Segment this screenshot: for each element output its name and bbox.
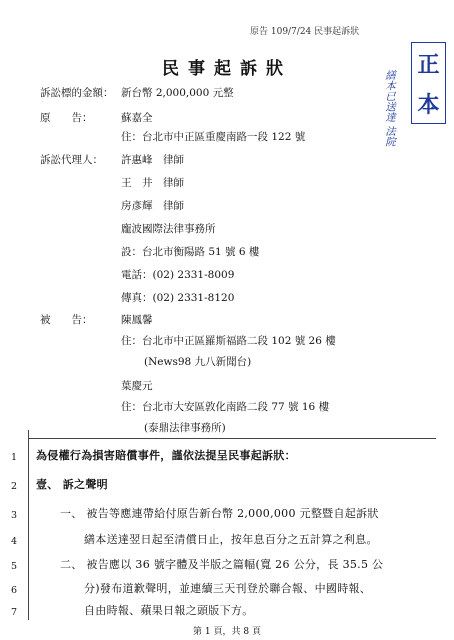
defendant-2-note: (泰鼎法律事務所) — [144, 422, 226, 434]
claim-label: 訴訟標的金額： — [40, 87, 114, 99]
stamp-char-1: 正 — [417, 51, 440, 78]
counsel-lawyer-3: 房彥輝 律師 — [121, 200, 184, 212]
counsel-label: 訴訟代理人： — [40, 154, 103, 166]
plaintiff-name: 蘇嘉全 — [121, 112, 153, 124]
line-number: 7 — [10, 607, 18, 618]
body-line-1: 為侵權行為損害賠償事件，謹依法提呈民事起訴狀： — [36, 449, 296, 462]
counsel-lawyer-1: 許惠峰 律師 — [121, 154, 184, 166]
defendant-label: 被 告： — [40, 314, 93, 326]
line-number: 1 — [10, 452, 18, 463]
body-line-4: 繕本送達翌日起至清償日止，按年息百分之五計算之利息。 — [84, 533, 378, 546]
page-footer: 第 1 頁，共 8 頁 — [193, 627, 261, 637]
body-line-3: 一、 被告等應連帶給付原告新台幣 2,000,000 元整暨自起訴狀 — [60, 507, 379, 520]
page-title: 民事起訴狀 — [162, 59, 292, 79]
defendant-1-name: 陳鳳馨 — [121, 314, 153, 326]
counsel-fax: 傳真：(02) 2331-8120 — [121, 292, 235, 304]
handwritten-note: 繕本已送達 法院 — [384, 70, 396, 147]
defendant-2-name: 葉慶元 — [121, 380, 153, 392]
counsel-firm: 龐波國際法律事務所 — [121, 223, 216, 235]
counsel-address: 設：台北市衡陽路 51 號 6 樓 — [121, 246, 260, 258]
body-line-7: 自由時報、蘋果日報之頭版下方。 — [84, 604, 254, 617]
counsel-phone: 電話：(02) 2331-8009 — [121, 269, 235, 281]
stamp-char-2: 本 — [417, 91, 440, 118]
line-number: 5 — [10, 561, 18, 572]
body-line-5: 二、 被告應以 36 號字體及半版之篇幅(寬 26 公分，長 35.5 公 — [60, 558, 384, 571]
counsel-lawyer-2: 王 井 律師 — [121, 177, 184, 189]
line-number: 3 — [10, 510, 18, 521]
document-reference: 原告 109/7/24 民事起訴狀 — [250, 27, 360, 37]
body-line-6: 分)發布道歉聲明，並連續三天刊登於聯合報、中國時報、 — [84, 582, 372, 595]
section-heading: 壹、 訴之聲明 — [36, 478, 108, 491]
line-number: 4 — [10, 536, 18, 547]
defendant-2-address: 住：台北市大安區敦化南路二段 77 號 16 樓 — [121, 401, 330, 413]
line-number: 6 — [10, 585, 18, 596]
plaintiff-label: 原 告： — [40, 112, 93, 124]
line-number: 2 — [10, 481, 18, 492]
line-number-margin — [28, 430, 29, 620]
plaintiff-address: 住：台北市中正區重慶南路一段 122 號 — [121, 131, 306, 143]
defendant-1-address: 住：台北市中正區羅斯福路二段 102 號 26 樓 — [121, 335, 336, 347]
claim-value: 新台幣 2,000,000 元整 — [121, 87, 234, 99]
section-divider — [28, 438, 436, 439]
defendant-1-note: (News98 九八新聞台) — [144, 356, 252, 368]
